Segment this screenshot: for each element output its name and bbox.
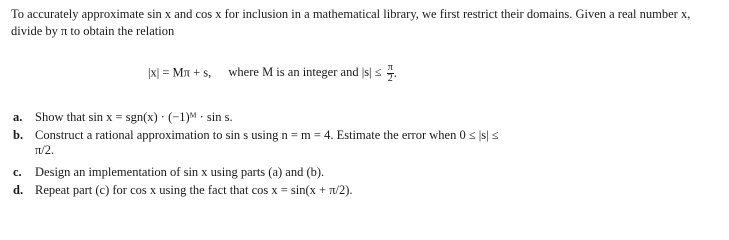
pi-over-two-fraction	[387, 63, 394, 84]
list-item-d	[13, 182, 353, 198]
item-text: Construct a rational approximation to sin s using n = m = 4. Estimate the error when 0 ≤ |s| ≤	[35, 128, 499, 142]
item-label: c.	[13, 165, 22, 179]
fraction-numerator: π	[387, 62, 393, 73]
item-label: b.	[13, 128, 24, 142]
relation-period: .	[393, 66, 397, 80]
item-text: Repeat part (c) for cos x using the fact that cos x = sin(x + π/2).	[35, 183, 353, 197]
fraction-denominator: 2	[387, 73, 393, 84]
list-item-a	[13, 109, 233, 125]
item-label: a.	[13, 110, 23, 124]
relation-lhs: |x| = Mπ + s,	[148, 65, 212, 80]
list-item-b	[13, 127, 499, 143]
list-item-c	[13, 164, 324, 180]
item-text: Show that sin x = sgn(x) · (−1)ᴹ · sin s.	[35, 110, 233, 124]
intro-paragraph: To accurately approximate sin x and cos x for inclusion in a mathematical library, we first restrict their domains. Given a real number x, divide by π to obtain the relation	[11, 7, 691, 38]
item-text: Design an implementation of sin x using parts (a) and (b).	[35, 165, 325, 179]
relation-equation	[148, 63, 397, 84]
item-label: d.	[13, 183, 24, 197]
list-item-b-continuation: π/2.	[35, 143, 55, 157]
relation-condition: where M is an integer and |s| ≤	[228, 65, 382, 80]
